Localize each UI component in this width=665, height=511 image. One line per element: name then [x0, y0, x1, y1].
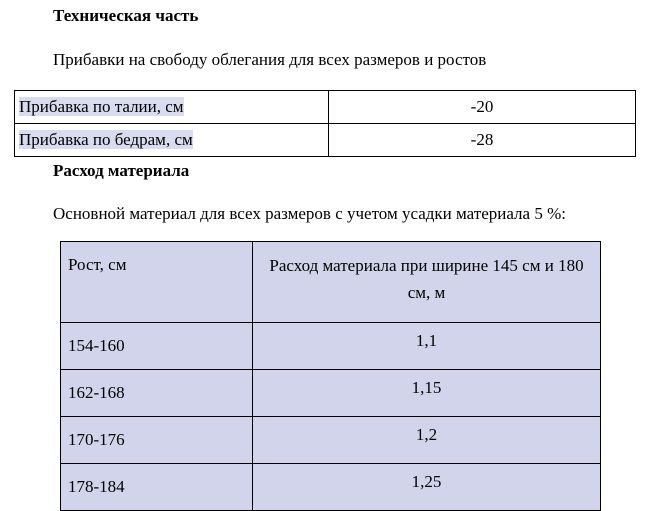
usage-cell: 1,15: [253, 370, 601, 417]
waist-allowance-value: -20: [329, 91, 636, 124]
consumption-table: [60, 241, 601, 511]
height-cell: 154-160: [61, 323, 253, 370]
tech-section-heading: Техническая часть: [53, 6, 199, 25]
material-intro-text: Основной материал для всех размеров с учетом усадки материала 5 %:: [53, 204, 566, 223]
usage-cell: 1,2: [253, 417, 601, 464]
table-row: [61, 464, 601, 511]
hip-allowance-label: Прибавка по бедрам, см: [19, 130, 193, 149]
height-cell: 162-168: [61, 370, 253, 417]
table-header-row: [61, 242, 601, 323]
material-section-heading: Расход материала: [53, 161, 190, 180]
hip-allowance-value: -28: [329, 124, 636, 157]
usage-cell: 1,25: [253, 464, 601, 511]
height-cell: 178-184: [61, 464, 253, 511]
height-column-header: Рост, см: [61, 242, 253, 323]
height-cell: 170-176: [61, 417, 253, 464]
table-row: [61, 323, 601, 370]
usage-column-header: Расход материала при ширине 145 см и 180 см, м: [269, 256, 584, 302]
table-row: [61, 370, 601, 417]
allowance-intro-text: Прибавки на свободу облегания для всех размеров и ростов: [53, 50, 487, 69]
table-row: [15, 91, 636, 124]
allowance-table: [14, 90, 636, 157]
allowance-label-cell: [15, 91, 329, 124]
table-row: [15, 124, 636, 157]
allowance-label-cell: [15, 124, 329, 157]
table-row: [61, 417, 601, 464]
usage-cell: 1,1: [253, 323, 601, 370]
usage-column-header-cell: [253, 242, 601, 323]
waist-allowance-label: Прибавка по талии, см: [19, 97, 184, 116]
